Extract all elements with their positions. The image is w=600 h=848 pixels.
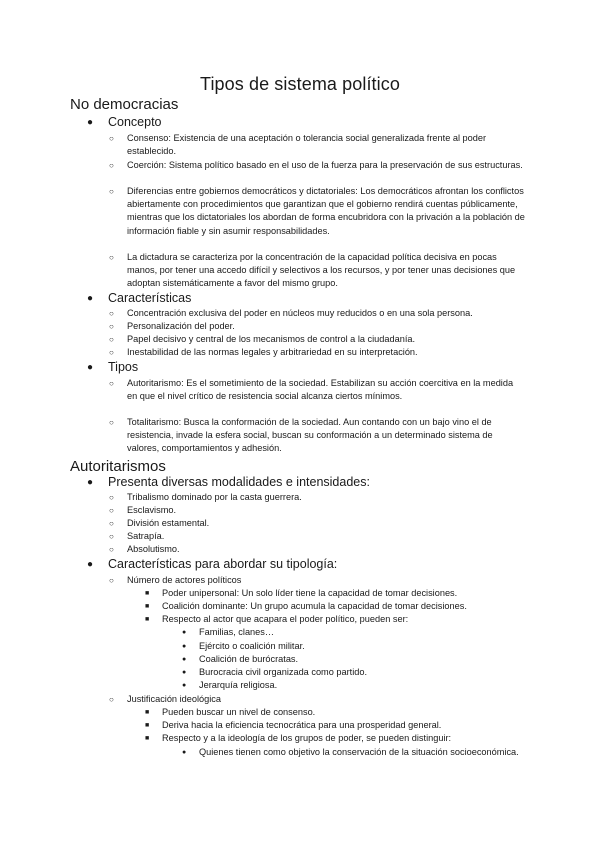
bullet-square-icon: ■ bbox=[145, 603, 150, 610]
item-modalidades bbox=[87, 475, 370, 489]
bullet-square-icon: ■ bbox=[145, 722, 150, 729]
list-item: ● Jerarquía religiosa. bbox=[199, 679, 529, 692]
bullet-circle-icon: ○ bbox=[109, 493, 114, 502]
bullet-disc-icon: ● bbox=[182, 629, 187, 636]
bullet-disc-icon: ● bbox=[182, 749, 187, 756]
list-item: ● Quienes tienen como objetivo la conservación de la situación socioeconómica. bbox=[199, 746, 529, 759]
list-item: ■ Respecto y a la ideología de los grupos de poder, se pueden distinguir: bbox=[162, 732, 532, 745]
item-tipologia bbox=[87, 557, 337, 571]
bullet-disc-icon: ● bbox=[87, 293, 94, 304]
bullet-circle-icon: ○ bbox=[109, 161, 114, 170]
list-item: ■ Coalición dominante: Un grupo acumula la capacidad de tomar decisiones. bbox=[162, 600, 532, 613]
bullet-disc-icon: ● bbox=[182, 643, 187, 650]
bullet-disc-icon: ● bbox=[182, 656, 187, 663]
bullet-disc-icon: ● bbox=[87, 477, 94, 488]
list-item: ○ Justificación ideológica bbox=[127, 693, 525, 706]
list-item: ■ Respecto al actor que acapara el poder político, pueden ser: bbox=[162, 613, 532, 626]
list-item: ○ División estamental. bbox=[127, 517, 525, 530]
list-item: ● Burocracia civil organizada como partido. bbox=[199, 666, 529, 679]
heading-autoritarismos: Autoritarismos bbox=[70, 458, 166, 475]
list-item: ■ Deriva hacia la eficiencia tecnocrática para una prosperidad general. bbox=[162, 719, 532, 732]
bullet-circle-icon: ○ bbox=[109, 576, 114, 585]
list-item: ○ Totalitarismo: Busca la conformación de la sociedad. Aun contando con un bajo vino el de resistencia, invade la esfera social, buscan su conformación a un determinado sistema de valores, comportamientos y adhesión. bbox=[109, 417, 493, 454]
document-title: Tipos de sistema político bbox=[200, 74, 400, 94]
bullet-square-icon: ■ bbox=[145, 709, 150, 716]
item-label: Concepto bbox=[108, 115, 162, 129]
list-item: ○ Número de actores políticos bbox=[127, 574, 525, 587]
list-item: ● Familias, clanes… bbox=[199, 626, 529, 639]
item-label: Características para abordar su tipología: bbox=[108, 557, 338, 571]
bullet-disc-icon: ● bbox=[87, 559, 94, 570]
list-item: ○ Autoritarismo: Es el sometimiento de la sociedad. Estabilizan su acción coercitiva en la medida en que el nivel crítico de resistencia social alcanza ciertos mínimos. bbox=[109, 378, 514, 402]
bullet-square-icon: ■ bbox=[145, 590, 150, 597]
bullet-disc-icon: ● bbox=[87, 362, 94, 373]
list-item: ○ Concentración exclusiva del poder en núcleos muy reducidos o en una sola persona. bbox=[127, 307, 525, 320]
bullet-circle-icon: ○ bbox=[109, 506, 114, 515]
bullet-square-icon: ■ bbox=[145, 616, 150, 623]
bullet-square-icon: ■ bbox=[145, 735, 150, 742]
bullet-disc-icon: ● bbox=[182, 669, 187, 676]
list-item: ○ Personalización del poder. bbox=[127, 320, 525, 333]
bullet-circle-icon: ○ bbox=[109, 348, 114, 357]
bullet-circle-icon: ○ bbox=[109, 379, 114, 388]
bullet-circle-icon: ○ bbox=[109, 695, 114, 704]
bullet-circle-icon: ○ bbox=[109, 134, 114, 143]
list-item: ● Coalición de burócratas. bbox=[199, 653, 529, 666]
bullet-circle-icon: ○ bbox=[109, 187, 114, 196]
list-item: ■ Pueden buscar un nivel de consenso. bbox=[162, 706, 532, 719]
bullet-disc-icon: ● bbox=[87, 117, 94, 128]
list-item: ○ Absolutismo. bbox=[127, 543, 525, 556]
bullet-disc-icon: ● bbox=[182, 682, 187, 689]
item-label: Tipos bbox=[108, 360, 139, 374]
item-label: Presenta diversas modalidades e intensidades: bbox=[108, 475, 370, 489]
item-concepto bbox=[87, 115, 162, 129]
heading-no-democracias: No democracias bbox=[70, 96, 179, 113]
list-item: ○ Coerción: Sistema político basado en el uso de la fuerza para la preservación de sus estructuras. bbox=[127, 159, 525, 172]
bullet-circle-icon: ○ bbox=[109, 519, 114, 528]
item-tipos bbox=[87, 360, 138, 374]
list-item: ○ Esclavismo. bbox=[127, 504, 525, 517]
bullet-circle-icon: ○ bbox=[109, 532, 114, 541]
bullet-circle-icon: ○ bbox=[109, 309, 114, 318]
item-caracteristicas bbox=[87, 291, 191, 305]
list-item: ○ La dictadura se caracteriza por la concentración de la capacidad política decisiva en pocas manos, por tener una accedo difícil y selectivos a los recursos, y por tener unas decisiones que adoptan sistemáticamente a favor del mismo grupo. bbox=[109, 252, 516, 289]
bullet-circle-icon: ○ bbox=[109, 418, 114, 427]
bullet-circle-icon: ○ bbox=[109, 322, 114, 331]
list-item: ○ Tribalismo dominado por la casta guerrera. bbox=[127, 491, 525, 504]
bullet-circle-icon: ○ bbox=[109, 253, 114, 262]
list-item: ● Ejército o coalición militar. bbox=[199, 640, 529, 653]
list-item: ○ Consenso: Existencia de una aceptación o tolerancia social generalizada frente al poder establecido. bbox=[109, 133, 487, 157]
list-item: ○ Satrapía. bbox=[127, 530, 525, 543]
item-label: Características bbox=[108, 291, 192, 305]
list-item: ○ Papel decisivo y central de los mecanismos de control a la ciudadanía. bbox=[127, 333, 525, 346]
list-item: ○ Inestabilidad de las normas legales y arbitrariedad en su interpretación. bbox=[127, 346, 525, 359]
bullet-circle-icon: ○ bbox=[109, 335, 114, 344]
list-item: ○ Diferencias entre gobiernos democráticos y dictatoriales: Los democráticos afrontan los conflictos abiertamente con procedimientos que garantizan que el gobierno rendirá cuentas públicamente, mientras que los dictatoriales los abordan de forma encubridora con la privación a la población de información fiable y sin asumir responsabilidades. bbox=[109, 186, 525, 236]
list-item: ■ Poder unipersonal: Un solo líder tiene la capacidad de tomar decisiones. bbox=[162, 587, 532, 600]
bullet-circle-icon: ○ bbox=[109, 545, 114, 554]
